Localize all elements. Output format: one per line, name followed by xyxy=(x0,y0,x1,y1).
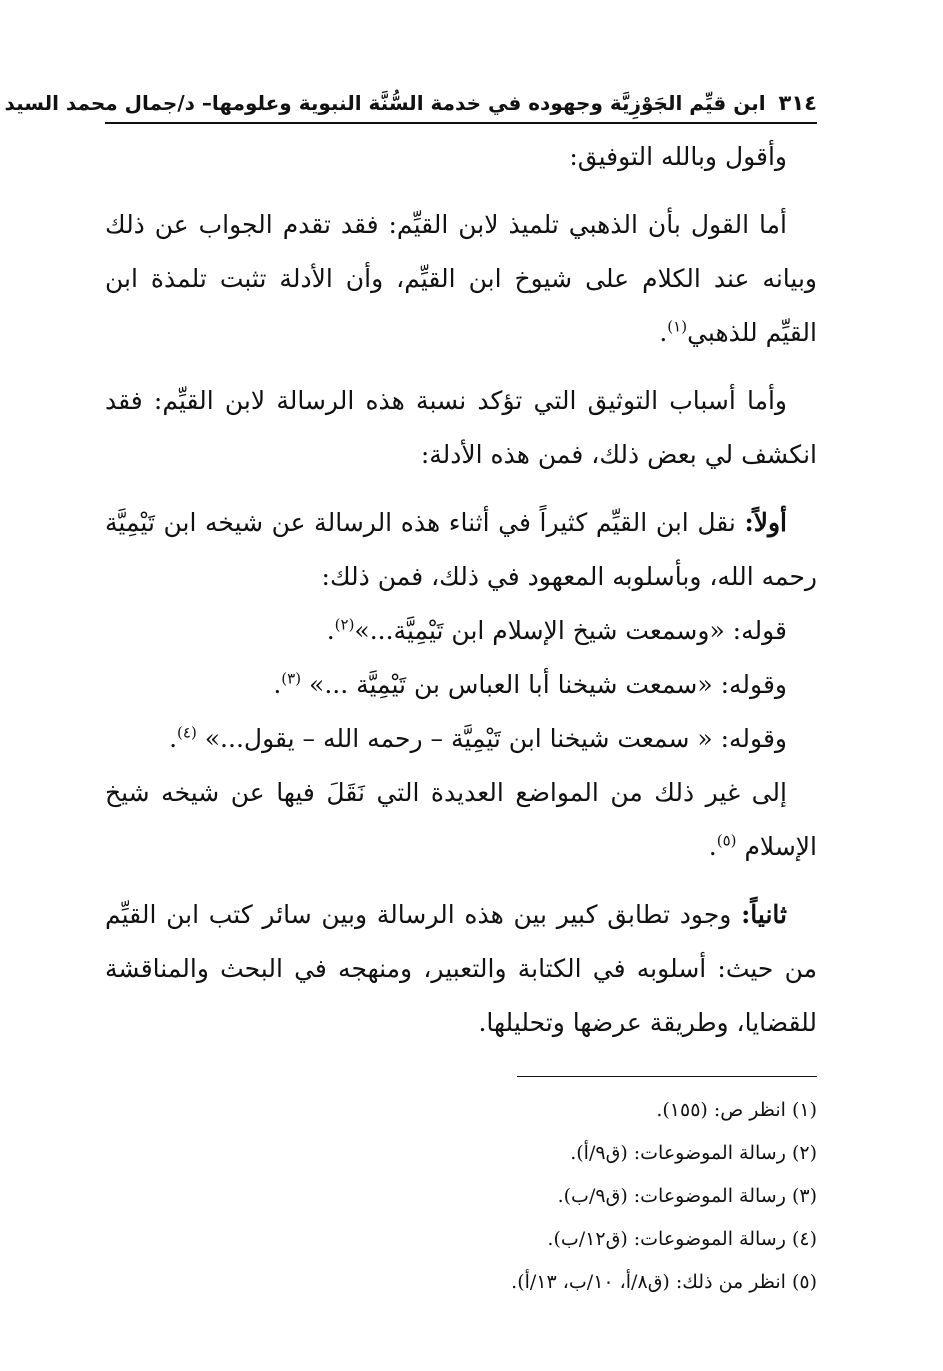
paragraph-first xyxy=(105,496,817,604)
footnote-ref-1[interactable]: (١) xyxy=(667,317,688,336)
paragraph-intro-text: وأقول وبالله التوفيق: xyxy=(569,142,787,171)
paragraph-second-text: وجود تطابق كبير بين هذه الرسالة وبين سائر كتب ابن القيِّم من حيث: أسلوبه في الكتابة والتعبير، ومنهجه في البحث والمناقشة للقضايا، وطريقة عرضها وتحليلها. xyxy=(105,900,817,1037)
footnote-3: (٣) رسالة الموضوعات: (ق٩/ب). xyxy=(557,1185,817,1207)
footnotes xyxy=(105,1089,817,1304)
body-text xyxy=(105,130,817,1050)
footnote-separator xyxy=(517,1076,817,1077)
quote-3: وقوله: « سمعت شيخنا ابن تَيْمِيَّة – رحمه الله – يقول...» $^{(٤)}$. xyxy=(169,723,787,753)
running-header xyxy=(4,88,817,124)
first-point-label: أولاً: xyxy=(744,508,787,537)
footnote-1: (١) انظر ص: (١٥٥). xyxy=(656,1099,817,1121)
quote-2: وقوله: «سمعت شيخنا أبا العباس بن تَيْمِيَّة ...» $^{(٣)}$. xyxy=(273,669,787,699)
paragraph-reasons xyxy=(105,374,817,482)
quote-1: قوله: «وسمعت شيخ الإسلام ابن تَيْمِيَّة...»$^{(٢)}$. xyxy=(326,615,787,645)
footnote-ref-3[interactable]: (٣) xyxy=(281,669,302,688)
paragraph-other-places: إلى غير ذلك من المواضع العديدة التي نَقَلَ فيها عن شيخه شيخ الإسلام $^{(٥)}$. xyxy=(105,778,817,861)
paragraph-reasons-text: وأما أسباب التوثيق التي تؤكد نسبة هذه الرسالة لابن القيِّم: فقد انكشف لي بعض ذلك، فمن هذه الأدلة: xyxy=(105,386,817,469)
footnote-ref-4[interactable]: (٤) xyxy=(177,723,197,742)
running-title: ابن قيِّم الجَوْزِيَّة وجهوده في خدمة السُّنَّة النبوية وعلومها– د/جمال محمد السيد xyxy=(4,91,766,115)
footnote-5: (٥) انظر من ذلك: (ق٨/أ، ١٠/ب، ١٣/أ). xyxy=(511,1271,817,1293)
paragraph-first-text: نقل ابن القيِّم كثيراً في أثناء هذه الرسالة عن شيخه ابن تَيْمِيَّة رحمه الله، وبأسلوبه المعهود في ذلك، فمن ذلك: xyxy=(105,508,817,591)
paragraph-intro xyxy=(105,130,817,184)
page xyxy=(4,88,817,1304)
second-point-label: ثانياً: xyxy=(741,900,787,929)
quote-1-text: قوله: «وسمعت شيخ الإسلام ابن تَيْمِيَّة...» xyxy=(354,616,787,645)
footnote-ref-2[interactable]: (٢) xyxy=(334,615,355,634)
paragraph-dhahabi: أما القول بأن الذهبي تلميذ لابن القيِّم: فقد تقدم الجواب عن ذلك وبيانه عند الكلام على شيوخ ابن القيِّم، وأن الأدلة تثبت تلمذة ابن القيِّم للذهبي$^{(١)}$. xyxy=(105,210,817,347)
quote-2-text: وقوله: «سمعت شيخنا أبا العباس بن تَيْمِيَّة ...» xyxy=(309,670,787,699)
paragraph-dhahabi-text: أما القول بأن الذهبي تلميذ لابن القيِّم: فقد تقدم الجواب عن ذلك وبيانه عند الكلام على شيوخ ابن القيِّم، وأن الأدلة تثبت تلمذة ابن القيِّم للذهبي xyxy=(105,210,817,347)
paragraph-other-places-text: إلى غير ذلك من المواضع العديدة التي نَقَلَ فيها عن شيخه شيخ الإسلام xyxy=(105,778,817,861)
paragraph-second xyxy=(105,888,817,1050)
quote-3-text: وقوله: « سمعت شيخنا ابن تَيْمِيَّة – رحمه الله – يقول...» xyxy=(204,724,787,753)
footnote-ref-5[interactable]: (٥) xyxy=(716,831,737,850)
footnote-2: (٢) رسالة الموضوعات: (ق٩/أ). xyxy=(570,1142,817,1164)
page-number: ٣١٤ xyxy=(778,91,817,115)
footnote-4: (٤) رسالة الموضوعات: (ق١٢/ب). xyxy=(547,1228,817,1250)
